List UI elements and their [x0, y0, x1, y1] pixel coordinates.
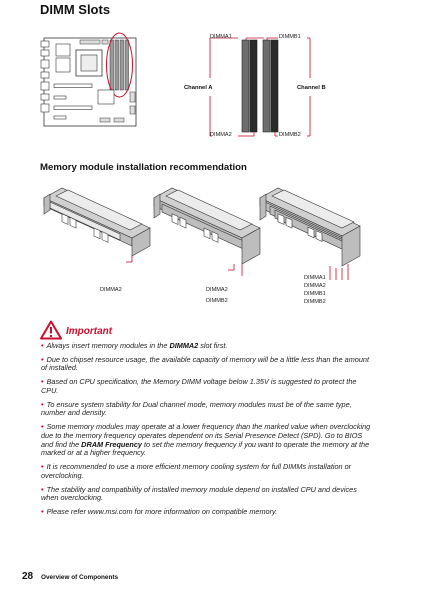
install-four-label-dimma1: DIMMA1 [304, 275, 326, 281]
install-four-label-dimmb1: DIMMB1 [304, 291, 326, 297]
install-four-label-dimma2: DIMMA2 [304, 283, 326, 289]
install-one-label-dimma2: DIMMA2 [100, 287, 122, 293]
important-label: Important [66, 326, 113, 337]
list-item: • Due to chipset resource usage, the available capacity of memory will be a little less than the amount of installed. [41, 354, 370, 373]
label-dimmb2-top: DIMMB2 [279, 132, 301, 138]
label-dimmb1-top: DIMMB1 [279, 34, 301, 40]
install-two-label-dimmb2: DIMMB2 [206, 298, 228, 304]
bullet-icon: • [41, 399, 44, 409]
bullet-icon: • [41, 377, 44, 387]
bullet-icon: • [41, 506, 44, 516]
important-notes-list [41, 342, 371, 522]
list-item: • Please refer www.msi.com for more information on compatible memory. [41, 506, 278, 516]
footer-section-name: Overview of Components [41, 574, 119, 581]
install-diagram-one-module [40, 184, 160, 264]
bullet-icon: • [41, 422, 44, 432]
bullet-icon: • [41, 484, 44, 494]
channel-b-label: Channel B [297, 85, 326, 91]
page-title: DIMM Slots [40, 2, 111, 17]
section-title: Memory module installation recommendation [40, 162, 247, 173]
bullet-icon: • [41, 462, 44, 472]
list-item: • Based on CPU specification, the Memory DIMM voltage below 1.35V is suggested to protect the CPU. [41, 377, 357, 395]
label-dimma2-top: DIMMA2 [210, 132, 232, 138]
list-item: • Some memory modules may operate at a lower frequency than the marked value when overclocking due to the memory frequency operates dependent on its Serial Presence Detect (SPD). Go to BIOS and find the DRAM Frequency to set the memory frequency if you want to operate the memory at the marked or at a higher frequency. [41, 422, 371, 458]
list-item: • It is recommended to use a more efficient memory cooling system for full DIMMs installation or overclocking. [41, 462, 352, 480]
bullet-icon: • [41, 341, 44, 350]
label-dimma1-top: DIMMA1 [210, 34, 232, 40]
list-item: • To ensure system stability for Dual channel mode, memory modules must be of the same type, number and density. [41, 399, 352, 418]
list-item: • Always insert memory modules in the DIMMA2 slot first. [41, 341, 228, 350]
install-two-label-dimma2: DIMMA2 [206, 287, 228, 293]
warning-triangle-icon [40, 320, 62, 340]
page-number: 28 [22, 571, 34, 582]
motherboard-illustration [40, 32, 144, 130]
install-four-label-dimmb2: DIMMB2 [304, 299, 326, 305]
list-item: • The stability and compatibility of installed memory module depend on installed CPU and devices when overclocking. [41, 484, 357, 503]
important-heading [40, 320, 380, 342]
install-diagram-two-modules [150, 184, 270, 276]
bullet-icon: • [41, 354, 44, 364]
channel-a-label: Channel A [184, 85, 213, 91]
install-diagram-four-modules [256, 184, 368, 280]
